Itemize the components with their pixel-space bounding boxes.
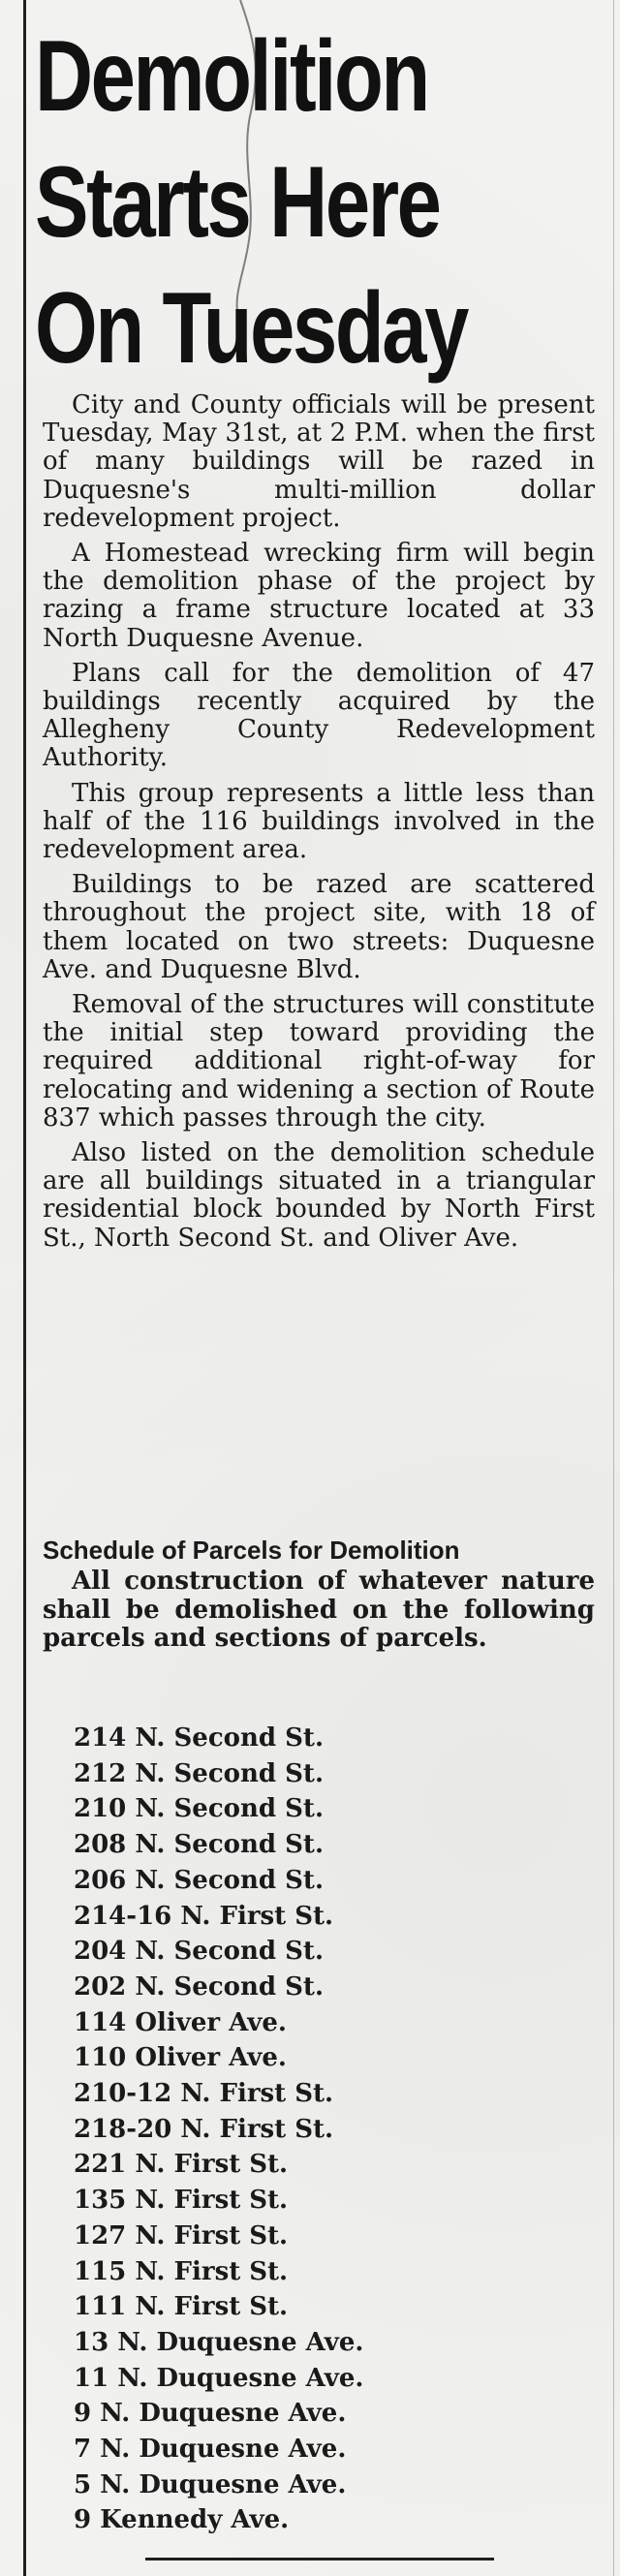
end-rule — [145, 2558, 494, 2560]
schedule-intro: All construction of whatever nature shall be demolished on the following parcels and sections of parcels. — [43, 1567, 595, 1653]
parcel-item: 11 N. Duquesne Ave. — [74, 2363, 364, 2393]
parcel-item: 9 N. Duquesne Ave. — [74, 2399, 347, 2429]
column-rule-right — [613, 0, 614, 2576]
parcel-item: 5 N. Duquesne Ave. — [74, 2469, 347, 2499]
paragraph-2: A Homestead wrecking firm will begin the demolition phase of the project by razing a frame structure located at 33 North Duquesne Avenue. — [43, 539, 595, 653]
parcel-item: 212 N. Second St. — [74, 1758, 324, 1788]
parcel-item: 13 N. Duquesne Ave. — [74, 2327, 364, 2357]
parcel-list — [74, 1721, 577, 2538]
parcel-item: 214-16 N. First St. — [74, 1901, 334, 1931]
paragraph-4: This group represents a little less than half of the 116 buildings involved in the redevelopment area. — [43, 778, 595, 865]
parcel-item: 110 Oliver Ave. — [74, 2043, 287, 2073]
parcel-item: 221 N. First St. — [74, 2150, 289, 2180]
article-body — [43, 391, 595, 1259]
parcel-item: 127 N. First St. — [74, 2220, 289, 2250]
headline-line-2: Starts Here — [35, 146, 440, 259]
headline — [35, 14, 492, 391]
parcel-item: 114 Oliver Ave. — [74, 2007, 287, 2037]
headline-line-1: Demolition — [35, 20, 428, 133]
parcel-item: 111 N. First St. — [74, 2292, 289, 2322]
parcel-item: 206 N. Second St. — [74, 1865, 324, 1895]
parcel-item: 208 N. Second St. — [74, 1830, 324, 1860]
paragraph-6: Removal of the structures will constitute the initial step toward providing the required additional right-of-way for relocating and widening a section of Route 837 which passes through the city. — [43, 990, 595, 1133]
parcel-item: 214 N. Second St. — [74, 1723, 324, 1753]
column-rule-left — [23, 0, 26, 2576]
parcel-item: 9 Kennedy Ave. — [74, 2505, 290, 2535]
parcel-item: 210 N. Second St. — [74, 1794, 324, 1824]
parcel-item: 202 N. Second St. — [74, 1971, 324, 2002]
parcel-item: 135 N. First St. — [74, 2186, 289, 2216]
parcel-item: 204 N. Second St. — [74, 1937, 324, 1967]
paragraph-3: Plans call for the demolition of 47 buildings recently acquired by the Allegheny County Redevelopment Authority. — [43, 658, 595, 773]
parcel-item: 218-20 N. First St. — [74, 2114, 334, 2144]
schedule-heading: Schedule of Parcels for Demolition — [43, 1536, 460, 1565]
headline-line-3: On Tuesday — [35, 272, 468, 385]
parcel-item: 210-12 N. First St. — [74, 2079, 334, 2109]
paragraph-5: Buildings to be razed are scattered throughout the project site, with 18 of them located on two streets: Duquesne Ave. and Duquesne Blvd. — [43, 870, 595, 984]
parcel-item: 115 N. First St. — [74, 2256, 289, 2286]
paragraph-1: City and County officials will be present Tuesday, May 31st, at 2 P.M. when the first of many buildings will be razed in Duquesne's multi-million dollar redevelopment project. — [43, 390, 595, 533]
paragraph-7: Also listed on the demolition schedule are all buildings situated in a triangular residential block bounded by North First St., North Second St. and Oliver Ave. — [43, 1138, 595, 1253]
parcel-item: 7 N. Duquesne Ave. — [74, 2435, 347, 2465]
